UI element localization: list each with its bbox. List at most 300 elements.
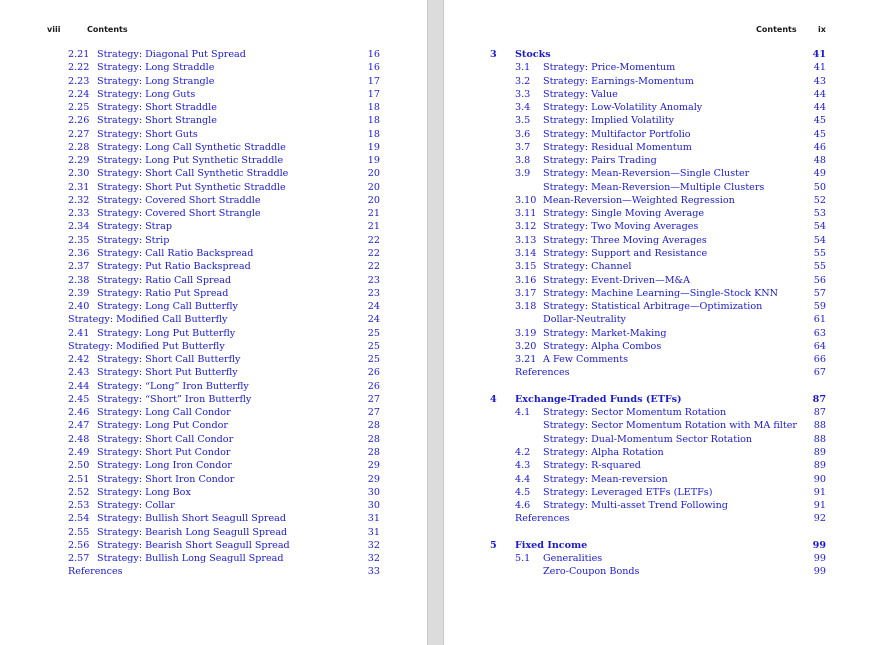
right-page [444,0,873,645]
toc-entry-page: 24 [367,314,380,326]
toc-entry[interactable] [0,353,427,366]
toc-entry-page: 20 [367,194,380,206]
toc-entry[interactable] [0,393,427,406]
toc-entry-title: Mean-Reversion—Weighted Regression [543,194,735,206]
toc-entry[interactable] [444,234,873,247]
toc-entry-title: Strategy: “Short” Iron Butterfly [97,393,252,405]
toc-entry-title: Strategy: Support and Resistance [543,247,708,259]
toc-entry-page: 64 [813,340,826,352]
toc-entry[interactable] [444,459,873,472]
toc-entry[interactable] [444,499,873,512]
toc-entry-title: Strategy: Event-Driven—M&A [543,274,690,286]
toc-entry[interactable] [0,154,427,167]
toc-entry-number: 3.12 [515,221,537,233]
toc-entry-title: References [515,513,570,525]
toc-entry-page: 26 [367,380,380,392]
toc-entry[interactable] [0,220,427,233]
toc-entry-page: 29 [367,473,380,485]
toc-entry-page: 17 [367,75,380,87]
toc-entry-title: Strategy: Covered Short Straddle [97,194,261,206]
toc-entry[interactable] [0,552,427,565]
toc-entry-number: 3.10 [515,194,537,206]
toc-entry-title: Strategy: Bearish Short Seagull Spread [97,539,290,551]
toc-entry-page: 18 [367,128,380,140]
toc-entry-page: 54 [813,234,826,246]
toc-entry-title: Strategy: Mean-Reversion—Multiple Clusters [543,181,765,193]
toc-entry-title: References [68,566,123,578]
toc-entry[interactable] [0,167,427,180]
toc-entry[interactable] [444,167,873,180]
toc-entry-title: Strategy: Implied Volatility [543,115,675,127]
toc-entry[interactable] [444,366,873,379]
toc-entry-page: 44 [813,102,826,114]
toc-entry-page: 21 [367,208,380,220]
toc-entry-page: 55 [813,261,826,273]
toc-entry-title: Strategy: Long Iron Condor [97,460,232,472]
toc-entry-page: 57 [813,287,826,299]
toc-entry-title: Strategy: Two Moving Averages [543,221,699,233]
toc-entry-number: 2.40 [68,301,90,313]
toc-entry-number: 2.43 [68,367,90,379]
toc-entry[interactable] [444,207,873,220]
toc-entry[interactable] [0,274,427,287]
toc-entry-number: 2.29 [68,155,90,167]
toc-entry-page: 30 [367,486,380,498]
toc-entry-number: 3.16 [515,274,537,286]
toc-entry-number: 3.1 [515,62,531,74]
toc-entry-title: Strategy: Ratio Put Spread [97,287,229,299]
toc-entry[interactable] [444,101,873,114]
toc-entry[interactable] [0,539,427,552]
toc-entry-page: 49 [813,168,826,180]
toc-entry[interactable] [444,274,873,287]
toc-list [444,48,873,579]
toc-entry-page: 28 [367,446,380,458]
toc-entry-number: 2.33 [68,208,90,220]
toc-entry-title: Generalities [543,553,603,565]
toc-entry-number: 3.6 [515,128,531,140]
toc-entry-title: Strategy: Multi-asset Trend Following [543,500,728,512]
toc-entry-title: Strategy: Strip [97,234,170,246]
toc-entry-page: 53 [813,208,826,220]
toc-entry-title: Strategy: Long Guts [97,88,196,100]
toc-entry-page: 91 [813,486,826,498]
toc-entry-title: Strategy: Dual-Momentum Sector Rotation [543,433,753,445]
toc-entry[interactable] [444,220,873,233]
toc-chapter-entry[interactable] [444,539,873,552]
toc-entry-page: 91 [813,500,826,512]
toc-entry-page: 26 [367,367,380,379]
toc-entry-page: 89 [813,460,826,472]
toc-entry[interactable] [0,61,427,74]
toc-entry[interactable] [444,75,873,88]
toc-entry-page: 17 [367,88,380,100]
toc-entry-number: 2.34 [68,221,90,233]
toc-entry[interactable] [0,260,427,273]
toc-entry-title: Strategy: Machine Learning—Single-Stock KNN [543,287,779,299]
toc-entry-page: 28 [367,420,380,432]
toc-entry-number: 2.22 [68,62,90,74]
toc-entry-number: 2.36 [68,247,90,259]
toc-entry[interactable] [444,260,873,273]
toc-entry-number: 3.8 [515,155,531,167]
toc-entry-title: Strategy: Collar [97,500,175,512]
toc-entry[interactable] [0,75,427,88]
toc-entry-title: Strategy: Earnings-Momentum [543,75,694,87]
toc-entry-page: 22 [367,247,380,259]
toc-entry[interactable] [444,353,873,366]
toc-entry[interactable] [444,340,873,353]
toc-entry-title: Strategy: Long Straddle [97,62,215,74]
toc-entry-page: 27 [367,407,380,419]
toc-entry-title: Strategy: Long Call Butterfly [97,301,238,313]
toc-entry-page: 28 [367,433,380,445]
toc-entry-number: 4.1 [515,407,531,419]
toc-entry-title: Strategy: Ratio Call Spread [97,274,232,286]
toc-entry-number: 2.47 [68,420,90,432]
toc-entry-page: 22 [367,261,380,273]
toc-entry-number: 2.23 [68,75,90,87]
toc-entry-page: 45 [813,115,826,127]
toc-entry[interactable] [444,141,873,154]
toc-entry-number: 3.2 [515,75,531,87]
toc-spacer [444,380,873,393]
toc-entry-page: 88 [813,420,826,432]
toc-entry[interactable] [0,247,427,260]
toc-entry[interactable] [444,154,873,167]
toc-entry-title: Strategy: Long Put Butterfly [97,327,236,339]
toc-entry[interactable] [0,446,427,459]
toc-entry-number: 2.56 [68,539,90,551]
toc-entry-page: 23 [367,287,380,299]
toc-entry-title: Strategy: Strap [97,221,172,233]
toc-entry-page: 20 [367,181,380,193]
page-number: viii [47,25,61,34]
toc-entry-page: 19 [367,141,380,153]
toc-entry-number: 4.4 [515,473,531,485]
toc-entry-number: 3.19 [515,327,537,339]
toc-entry-number: 2.55 [68,526,90,538]
toc-entry-title: Strategy: Value [543,88,618,100]
toc-entry-title: Strategy: R-squared [543,460,641,472]
toc-entry-page: 59 [813,301,826,313]
toc-entry-number: 2.45 [68,393,90,405]
toc-entry-number: 2.46 [68,407,90,419]
toc-entry[interactable] [444,552,873,565]
toc-entry-page: 99 [813,566,826,578]
toc-entry[interactable] [0,114,427,127]
toc-entry-number: 3.11 [515,208,537,220]
toc-entry-title: A Few Comments [543,354,628,366]
toc-chapter-entry[interactable] [444,48,873,61]
running-head: Contents [756,25,797,34]
toc-entry[interactable] [0,419,427,432]
toc-entry-title: Strategy: Modified Put Butterfly [68,340,225,352]
toc-entry-page: 22 [367,234,380,246]
toc-entry-number: 3.20 [515,340,537,352]
toc-entry-page: 90 [813,473,826,485]
toc-entry-number: 2.49 [68,446,90,458]
toc-entry-page: 54 [813,221,826,233]
toc-entry[interactable] [444,433,873,446]
toc-entry-page: 41 [812,49,826,60]
toc-entry-number: 3.9 [515,168,531,180]
toc-entry-number: 3.17 [515,287,537,299]
toc-entry-page: 21 [367,221,380,233]
toc-entry-number: 2.24 [68,88,90,100]
toc-entry-number: 2.25 [68,102,90,114]
toc-entry[interactable] [0,181,427,194]
toc-entry-title: Strategy: “Long” Iron Butterfly [97,380,249,392]
toc-entry-page: 24 [367,301,380,313]
toc-entry[interactable] [0,300,427,313]
toc-entry-title: Strategy: Channel [543,261,632,273]
toc-entry-page: 46 [813,141,826,153]
toc-entry-number: 4.3 [515,460,531,472]
toc-entry-page: 23 [367,274,380,286]
toc-entry-number: 3 [490,49,497,60]
toc-entry[interactable] [0,366,427,379]
toc-entry[interactable] [0,287,427,300]
page-gutter [427,0,444,645]
toc-entry-page: 25 [367,354,380,366]
toc-entry[interactable] [444,88,873,101]
toc-list [0,48,427,579]
toc-entry[interactable] [0,406,427,419]
toc-entry[interactable] [444,287,873,300]
toc-entry[interactable] [444,473,873,486]
toc-entry[interactable] [0,473,427,486]
toc-entry-title: Strategy: Long Call Condor [97,407,231,419]
toc-entry[interactable] [444,446,873,459]
toc-entry-page: 99 [812,539,826,551]
toc-entry-title: Strategy: Bullish Short Seagull Spread [97,513,287,525]
toc-entry[interactable] [0,526,427,539]
toc-entry[interactable] [444,313,873,326]
toc-entry-page: 20 [367,168,380,180]
toc-entry[interactable] [0,207,427,220]
toc-entry-title: Strategy: Long Put Synthetic Straddle [97,155,284,167]
toc-entry-page: 31 [367,513,380,525]
toc-entry[interactable] [0,340,427,353]
toc-entry[interactable] [444,114,873,127]
toc-entry-number: 2.48 [68,433,90,445]
toc-spacer [444,526,873,539]
toc-entry-number: 2.28 [68,141,90,153]
toc-entry[interactable] [0,48,427,61]
toc-entry[interactable] [0,486,427,499]
toc-entry-number: 3.15 [515,261,537,273]
toc-entry-page: 16 [367,49,380,60]
toc-entry[interactable] [0,380,427,393]
toc-entry-title: Strategy: Modified Call Butterfly [68,314,228,326]
toc-entry-title: Strategy: Sector Momentum Rotation with MA filter [543,420,797,432]
toc-entry[interactable] [444,486,873,499]
toc-entry-number: 2.31 [68,181,90,193]
toc-entry[interactable] [0,128,427,141]
toc-entry[interactable] [444,181,873,194]
toc-entry-title: Zero-Coupon Bonds [543,566,640,578]
toc-entry-number: 2.44 [68,380,90,392]
toc-entry-title: Strategy: Pairs Trading [543,155,657,167]
toc-entry-title: Strategy: Long Call Synthetic Straddle [97,141,286,153]
toc-entry-number: 3.21 [515,354,537,366]
toc-entry-page: 27 [367,393,380,405]
toc-entry-number: 3.18 [515,301,537,313]
toc-entry[interactable] [0,313,427,326]
toc-entry-title: References [515,367,570,379]
toc-entry-page: 61 [813,314,826,326]
toc-entry-title: Strategy: Leveraged ETFs (LETFs) [543,486,713,498]
toc-entry-page: 31 [367,526,380,538]
toc-entry-number: 5 [490,539,497,551]
toc-entry-title: Strategy: Statistical Arbitrage—Optimization [543,301,763,313]
toc-entry-page: 32 [367,553,380,565]
toc-entry-number: 4 [490,393,497,405]
toc-chapter-entry[interactable] [444,393,873,406]
toc-entry-title: Strategy: Short Put Condor [97,446,231,458]
toc-entry-number: 2.39 [68,287,90,299]
toc-entry-number: 2.38 [68,274,90,286]
toc-entry-number: 2.35 [68,234,90,246]
toc-entry[interactable] [0,327,427,340]
toc-entry-title: Stocks [515,49,551,60]
toc-entry-page: 63 [813,327,826,339]
toc-entry-page: 87 [812,393,826,405]
toc-entry-page: 52 [813,194,826,206]
toc-entry-page: 43 [813,75,826,87]
toc-entry-number: 2.32 [68,194,90,206]
toc-entry[interactable] [444,300,873,313]
toc-entry[interactable] [444,61,873,74]
toc-entry-title: Fixed Income [515,539,588,551]
toc-entry-title: Strategy: Long Strangle [97,75,215,87]
toc-entry-number: 2.42 [68,354,90,366]
toc-entry-title: Strategy: Sector Momentum Rotation [543,407,727,419]
toc-entry-page: 50 [813,181,826,193]
toc-entry-title: Strategy: Short Call Synthetic Straddle [97,168,289,180]
toc-entry[interactable] [0,459,427,472]
toc-entry-number: 2.21 [68,49,90,60]
toc-entry-page: 56 [813,274,826,286]
toc-entry-number: 2.52 [68,486,90,498]
toc-entry-number: 4.2 [515,446,531,458]
toc-entry-title: Strategy: Short Straddle [97,102,217,114]
toc-entry[interactable] [0,141,427,154]
toc-entry-title: Strategy: Residual Momentum [543,141,692,153]
toc-entry[interactable] [444,247,873,260]
toc-entry-title: Strategy: Single Moving Average [543,208,705,220]
toc-entry-number: 3.5 [515,115,531,127]
toc-entry-number: 2.51 [68,473,90,485]
toc-entry[interactable] [444,419,873,432]
toc-entry-title: Dollar-Neutrality [543,314,626,326]
toc-entry-title: Strategy: Mean-reversion [543,473,668,485]
toc-entry[interactable] [0,88,427,101]
toc-entry-page: 33 [367,566,380,578]
toc-entry[interactable] [444,406,873,419]
toc-entry-number: 4.6 [515,500,531,512]
toc-entry-page: 18 [367,102,380,114]
toc-entry-title: Strategy: Market-Making [543,327,667,339]
toc-entry[interactable] [0,101,427,114]
toc-entry-number: 3.13 [515,234,537,246]
toc-entry-title: Strategy: Bearish Long Seagull Spread [97,526,288,538]
toc-entry-page: 92 [813,513,826,525]
toc-entry-title: Strategy: Diagonal Put Spread [97,49,246,60]
toc-entry-page: 16 [367,62,380,74]
toc-entry-page: 19 [367,155,380,167]
toc-entry-title: Strategy: Call Ratio Backspread [97,247,254,259]
toc-entry-page: 29 [367,460,380,472]
toc-entry-title: Strategy: Long Box [97,486,191,498]
toc-entry-title: Strategy: Covered Short Strangle [97,208,261,220]
toc-entry-title: Strategy: Three Moving Averages [543,234,707,246]
toc-entry[interactable] [0,194,427,207]
toc-entry-title: Strategy: Short Put Butterfly [97,367,238,379]
toc-entry-number: 2.50 [68,460,90,472]
toc-entry-page: 18 [367,115,380,127]
toc-entry-page: 87 [813,407,826,419]
toc-entry-title: Strategy: Short Guts [97,128,198,140]
toc-entry-title: Strategy: Long Put Condor [97,420,228,432]
toc-entry[interactable] [0,234,427,247]
toc-entry-number: 2.37 [68,261,90,273]
toc-entry-number: 3.4 [515,102,531,114]
toc-entry-number: 2.27 [68,128,90,140]
toc-entry-title: Strategy: Short Call Condor [97,433,234,445]
toc-entry[interactable] [444,194,873,207]
toc-entry-title: Strategy: Alpha Combos [543,340,662,352]
toc-entry[interactable] [444,327,873,340]
toc-entry-page: 88 [813,433,826,445]
toc-entry-title: Strategy: Short Put Synthetic Straddle [97,181,286,193]
toc-entry-title: Strategy: Short Call Butterfly [97,354,241,366]
running-head: Contents [87,25,128,34]
toc-entry-page: 66 [813,354,826,366]
toc-entry-number: 2.54 [68,513,90,525]
toc-entry-page: 99 [813,553,826,565]
toc-entry-number: 2.57 [68,553,90,565]
toc-entry[interactable] [0,565,427,578]
toc-entry-title: Strategy: Multifactor Portfolio [543,128,691,140]
toc-entry-number: 2.53 [68,500,90,512]
toc-entry-page: 45 [813,128,826,140]
toc-entry-page: 44 [813,88,826,100]
toc-entry-number: 5.1 [515,553,531,565]
toc-entry[interactable] [0,512,427,525]
toc-entry-page: 30 [367,500,380,512]
toc-entry-title: Exchange-Traded Funds (ETFs) [515,393,682,405]
toc-entry-title: Strategy: Put Ratio Backspread [97,261,251,273]
toc-entry-title: Strategy: Price-Momentum [543,62,676,74]
toc-entry[interactable] [444,128,873,141]
toc-entry-page: 55 [813,247,826,259]
toc-entry[interactable] [444,512,873,525]
toc-entry[interactable] [0,433,427,446]
toc-entry[interactable] [444,565,873,578]
toc-entry-page: 48 [813,155,826,167]
toc-entry-page: 25 [367,327,380,339]
toc-entry-title: Strategy: Alpha Rotation [543,446,664,458]
toc-entry[interactable] [0,499,427,512]
toc-entry-number: 2.30 [68,168,90,180]
toc-entry-page: 32 [367,539,380,551]
page-number: ix [818,25,826,34]
toc-entry-title: Strategy: Bullish Long Seagull Spread [97,553,284,565]
toc-entry-title: Strategy: Low-Volatility Anomaly [543,102,703,114]
left-page [0,0,427,645]
